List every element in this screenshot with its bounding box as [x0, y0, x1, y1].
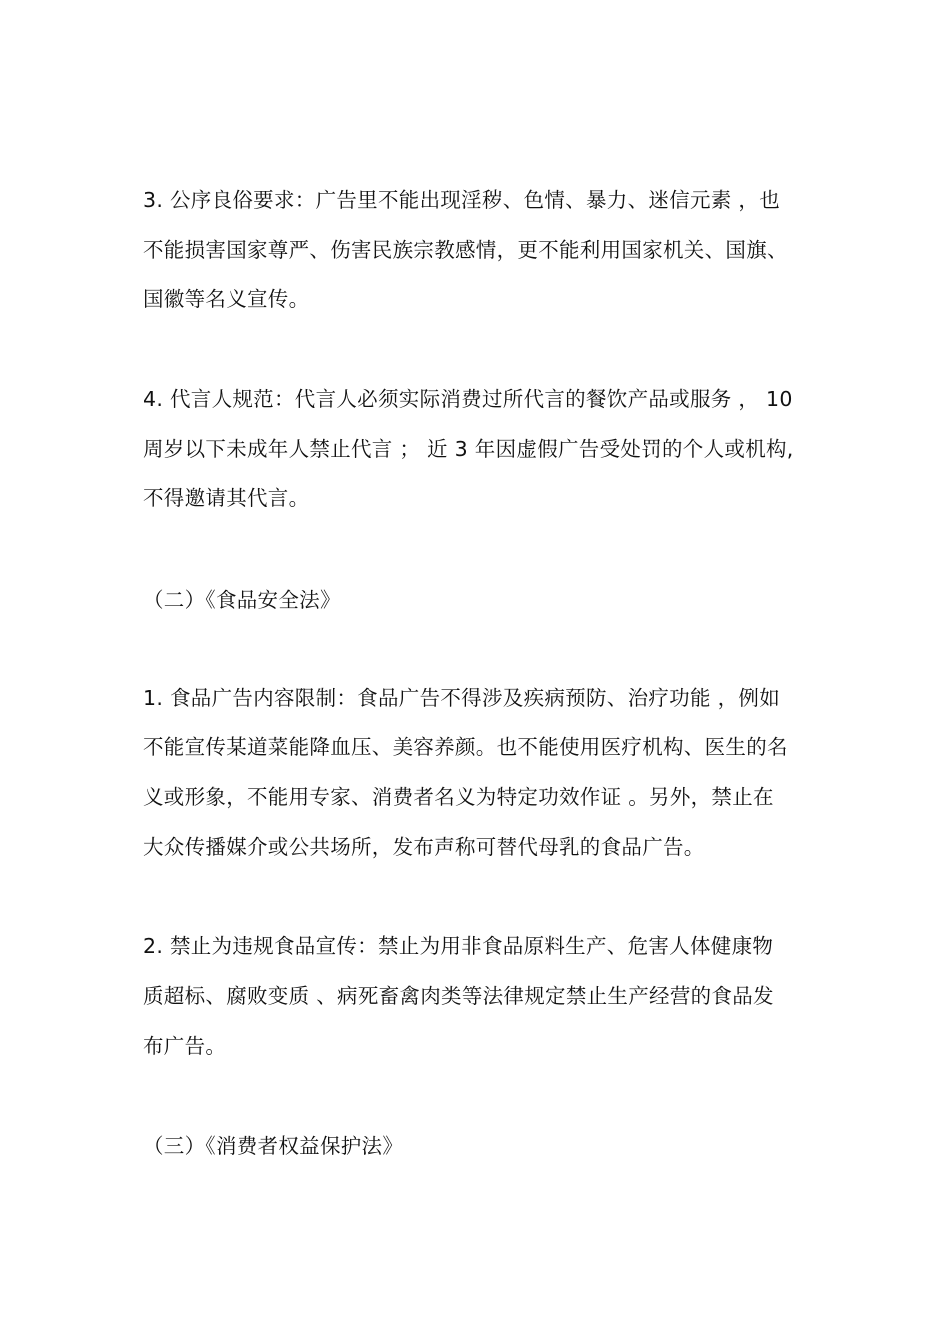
text-line: 周岁以下未成年人禁止代言 ； 近 3 年因虚假广告受处罚的个人或机构, — [143, 437, 794, 461]
text-line: 1. 食品广告内容限制：食品广告不得涉及疾病预防、治疗功能 ，例如 — [143, 686, 780, 710]
text-line: 大众传播媒介或公共场所，发布声称可替代母乳的食品广告。 — [143, 835, 705, 859]
text-line: 国徽等名义宣传。 — [143, 287, 310, 311]
section-heading: （三）《消费者权益保护法》 — [143, 1134, 404, 1158]
text-line: 2. 禁止为违规食品宣传：禁止为用非食品原料生产、危害人体健康物 — [143, 934, 774, 958]
text-line: 3. 公序良俗要求：广告里不能出现淫秽、色情、暴力、迷信元素 ，也 — [143, 188, 780, 212]
text-line: 布广告。 — [143, 1034, 227, 1058]
text-line: 不能损害国家尊严、伤害民族宗教感情，更不能利用国家机关、国旗、 — [143, 238, 788, 262]
text-line: 不得邀请其代言。 — [143, 486, 310, 510]
text-line: 4. 代言人规范：代言人必须实际消费过所代言的餐饮产品或服务 ， 10 — [143, 387, 793, 411]
section-heading: （二）《食品安全法》 — [143, 588, 341, 612]
text-line: 不能宣传某道菜能降血压、美容养颜。也不能使用医疗机构、医生的名 — [143, 735, 788, 759]
text-line: 质超标、腐败变质 、病死畜禽肉类等法律规定禁止生产经营的食品发 — [143, 984, 774, 1008]
text-line: 义或形象，不能用专家、消费者名义为特定功效作证 。另外，禁止在 — [143, 785, 774, 809]
